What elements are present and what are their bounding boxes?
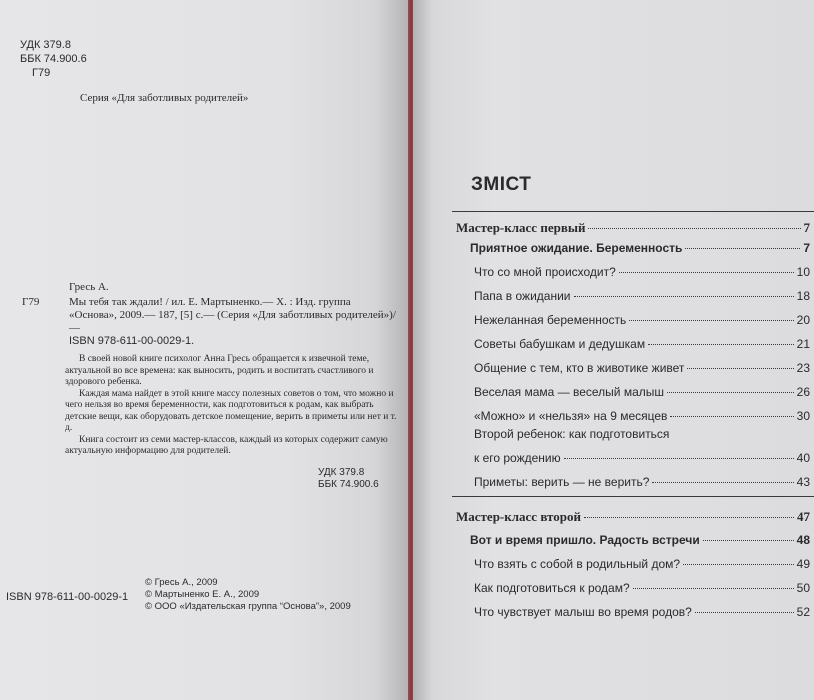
toc-entry-label: Что чувствует малыш во время родов? (474, 605, 692, 619)
annotation (65, 354, 400, 458)
toc-leader-dots (695, 612, 794, 613)
toc-leader-dots (629, 320, 793, 321)
bbk-line: ББК 74.900.6 (20, 53, 87, 65)
toc-leader-dots (683, 564, 794, 565)
toc-leader-dots (574, 296, 794, 297)
toc-entry (470, 533, 810, 547)
toc-page-number: 7 (803, 220, 810, 235)
toc-leader-dots (652, 482, 793, 483)
annotation-paragraph: Книга состоит из семи мастер-классов, каждый из которых содержит самую актуальную информацию для родителей. (65, 434, 388, 456)
toc-entry-label: Приметы: верить — не верить? (474, 475, 650, 489)
toc-entry (474, 265, 810, 279)
toc-entry-label: «Можно» и «нельзя» на 9 месяцев (474, 409, 668, 423)
annotation-paragraph: Каждая мама найдет в этой книге массу полезных советов о том, что можно и чего нельзя во время беременности, как подготовиться к родам, как выбрать детские вещи, как оборудовать детское помещение, верить в приметы или нет и т. д. (65, 388, 397, 433)
toc-page-number: 21 (796, 337, 810, 351)
author-name: Гресь А. (69, 281, 109, 293)
toc-entry-label: Веселая мама — веселый малыш (474, 385, 665, 399)
toc-entry-label: Общение с тем, кто в животике живет (474, 361, 685, 375)
toc-leader-dots (633, 588, 794, 589)
toc-rule (452, 496, 814, 497)
toc-entry-label: Что со мной происходит? (474, 265, 616, 279)
toc-leader-dots (648, 344, 794, 345)
toc-entry (474, 581, 810, 595)
toc-entry (474, 557, 810, 571)
toc-page-number: 43 (796, 475, 810, 489)
toc-entry-label: Что взять с собой в родильный дом? (474, 557, 681, 571)
toc-title: ЗМІСТ (471, 174, 532, 195)
toc-leader-dots (703, 540, 794, 541)
isbn-bottom: ISBN 978-611-00-0029-1 (6, 591, 129, 603)
author-mark: Г79 (32, 67, 51, 79)
udk-block (20, 38, 87, 80)
toc-entry (474, 451, 810, 465)
toc-page-number: 49 (796, 557, 810, 571)
toc-page-number: 40 (796, 451, 810, 465)
toc-entry (474, 289, 810, 303)
toc-leader-dots (584, 517, 794, 518)
toc-entry-label: Нежеланная беременность (474, 313, 627, 327)
annotation-paragraph: В своей новой книге психолог Анна Гресь обращается к извечной теме, актуальной во все времена: как выносить, родить и воспитать счастливого и здорового ребенка. (65, 354, 374, 387)
toc-leader-dots (670, 416, 793, 417)
toc-entry (474, 475, 810, 489)
toc-page-number: 26 (796, 385, 810, 399)
toc-leader-dots (588, 228, 800, 229)
toc-entry (474, 337, 810, 351)
toc-entry-label: Вот и время пришло. Радость встречи (470, 533, 700, 547)
toc-page-number: 23 (796, 361, 810, 375)
toc-entry-label: Мастер-класс первый (456, 220, 586, 235)
copyright-line: © ООО «Издательская группа “Основа”», 2009 (145, 601, 351, 612)
udk-right-block (318, 467, 379, 491)
copyright-block (145, 577, 351, 613)
copyright-line: © Мартыненко Е. А., 2009 (145, 589, 260, 600)
bibliographic-record: Мы тебя так ждали! / ил. Е. Мартыненко.— Х. : Изд. группа «Основа», 2009.— 187, [5] с.— (Серия «Для заботливых родителей»)/— (69, 296, 396, 334)
toc-leader-dots (619, 272, 794, 273)
toc-entry-label: Мастер-класс второй (456, 509, 581, 524)
toc-entry (474, 409, 810, 423)
toc-entry-label: Папа в ожидании (474, 289, 571, 303)
bbk-line: ББК 74.900.6 (318, 479, 379, 490)
toc-leader-dots (564, 458, 794, 459)
toc-entry-label: к его рождению (474, 451, 561, 465)
toc-page-number: 52 (796, 605, 810, 619)
toc-page-number: 30 (796, 409, 810, 423)
toc-page-number: 47 (797, 509, 810, 524)
toc-leader-dots (685, 248, 800, 249)
copyright-line: © Гресь А., 2009 (145, 577, 218, 588)
toc-page-number: 7 (803, 241, 810, 255)
toc-page-number: 20 (796, 313, 810, 327)
toc-leader-dots (687, 368, 793, 369)
toc-section-entry (456, 220, 810, 236)
author-mark-biblio: Г79 (22, 296, 40, 308)
toc-page-number: 18 (796, 289, 810, 303)
udk-line: УДК 379.8 (318, 467, 365, 478)
toc-entry (470, 241, 810, 255)
toc-entry (474, 385, 810, 399)
toc-leader-dots (667, 392, 794, 393)
toc-rule (452, 211, 814, 212)
toc-page-number: 50 (796, 581, 810, 595)
udk-line: УДК 379.8 (20, 39, 71, 51)
toc-entry (474, 313, 810, 327)
toc-entry-label-line1: Второй ребенок: как подготовиться (474, 427, 670, 441)
toc-entry (474, 605, 810, 619)
toc-section-entry (456, 509, 810, 525)
toc-entry-label: Приятное ожидание. Беременность (470, 241, 683, 255)
series-line: Серия «Для заботливых родителей» (80, 92, 249, 104)
toc-entry-label: Как подготовиться к родам? (474, 581, 630, 595)
toc-page-number: 10 (796, 265, 810, 279)
isbn-record: ISBN 978-611-00-0029-1. (69, 335, 195, 347)
toc-entry-label: Советы бабушкам и дедушкам (474, 337, 646, 351)
toc-entry (474, 361, 810, 375)
toc-page-number: 48 (796, 533, 810, 547)
